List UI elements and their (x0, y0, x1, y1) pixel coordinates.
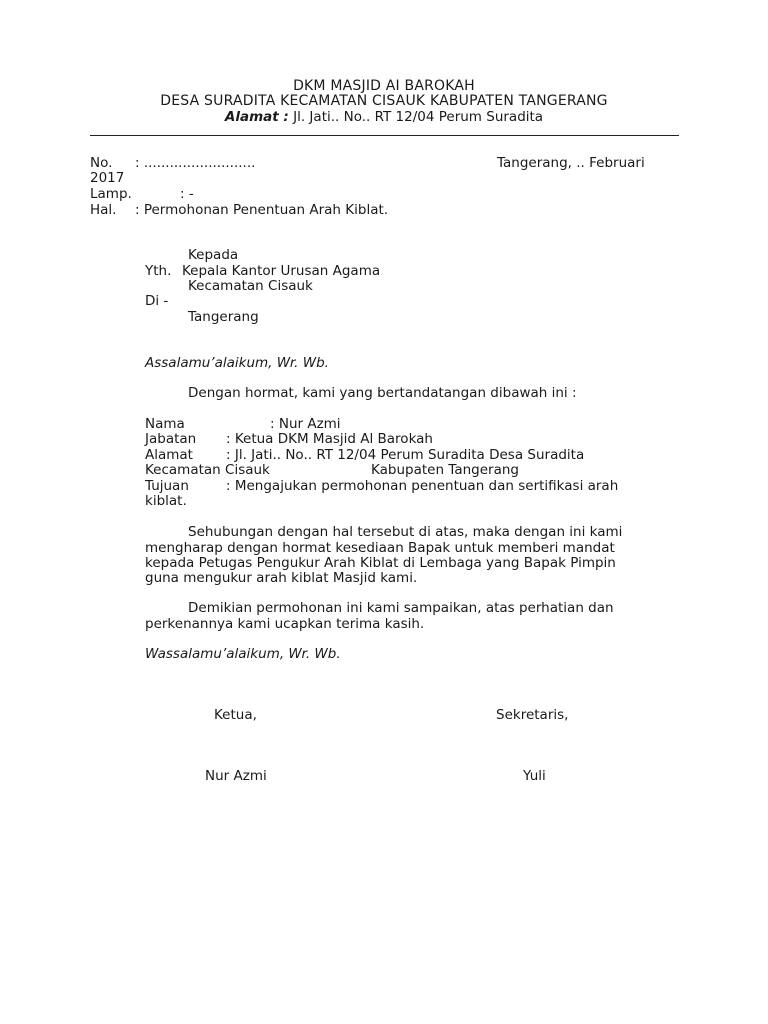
hal-value: : Permohonan Penentuan Arah Kiblat. (135, 202, 389, 218)
para1-line2: mengharap dengan hormat kesediaan Bapak untuk memberi mandat (145, 540, 615, 556)
jabatan-value: : Ketua DKM Masjid Al Barokah (226, 431, 433, 447)
address-value: Jl. Jati.. No.. RT 12/04 Perum Suradita (288, 109, 544, 125)
nama-value: : Nur Azmi (270, 416, 341, 432)
signature-left-title: Ketua, (214, 707, 257, 723)
closing-salam: Wassalamu’alaikum, Wr. Wb. (145, 646, 341, 662)
no-label: No. (90, 155, 113, 171)
date-line2: 2017 (90, 170, 125, 186)
para1-line4: guna mengukur arah kiblat Masjid kami. (145, 570, 418, 586)
para1-line3: kepada Petugas Pengukur Arah Kiblat di Lembaga yang Bapak Pimpin (145, 555, 616, 571)
signature-right-title: Sekretaris, (496, 707, 569, 723)
signature-right-name: Yuli (523, 768, 546, 784)
address-label: Alamat : (224, 109, 289, 125)
letterhead-region: DESA SURADITA KECAMATAN CISAUK KABUPATEN TANGERANG (160, 93, 608, 109)
kepada: Kepada (188, 247, 239, 263)
alamat-value: : Jl. Jati.. No.. RT 12/04 Perum Suradita Desa Suradita (226, 447, 585, 463)
date-line1: Tangerang, .. Februari (497, 155, 645, 171)
tujuan-cont: kiblat. (145, 493, 187, 509)
signature-left-name: Nur Azmi (205, 768, 267, 784)
alamat-cont-1: Kecamatan Cisauk (145, 462, 270, 478)
yth-value: Kepala Kantor Urusan Agama (182, 263, 381, 279)
recipient-kota: Tangerang (188, 309, 259, 325)
para2-line1: Demikian permohonan ini kami sampaikan, atas perhatian dan (188, 600, 614, 616)
recipient-di: Di - (145, 293, 169, 309)
intro: Dengan hormat, kami yang bertandatangan dibawah ini : (188, 385, 577, 401)
no-value: : .......................... (135, 155, 256, 171)
yth-label: Yth. (145, 263, 172, 279)
letterhead-org: DKM MASJID AI BAROKAH (293, 78, 475, 94)
header-divider (90, 135, 679, 136)
lamp-label: Lamp. (90, 186, 132, 202)
hal-label: Hal. (90, 202, 117, 218)
tujuan-value: : Mengajukan permohonan penentuan dan sertifikasi arah (226, 478, 619, 494)
jabatan-label: Jabatan (145, 431, 197, 447)
nama-label: Nama (145, 416, 185, 432)
para2-line2: perkenannya kami ucapkan terima kasih. (145, 616, 425, 632)
lamp-value: : - (180, 186, 194, 202)
recipient-kecamatan: Kecamatan Cisauk (188, 278, 313, 294)
letterhead-address (0, 109, 768, 125)
alamat-cont-2: Kabupaten Tangerang (371, 462, 519, 478)
tujuan-label: Tujuan (145, 478, 189, 494)
para1-line1: Sehubungan dengan hal tersebut di atas, maka dengan ini kami (188, 524, 623, 540)
salam: Assalamu’alaikum, Wr. Wb. (145, 355, 329, 371)
alamat-label: Alamat (145, 447, 193, 463)
